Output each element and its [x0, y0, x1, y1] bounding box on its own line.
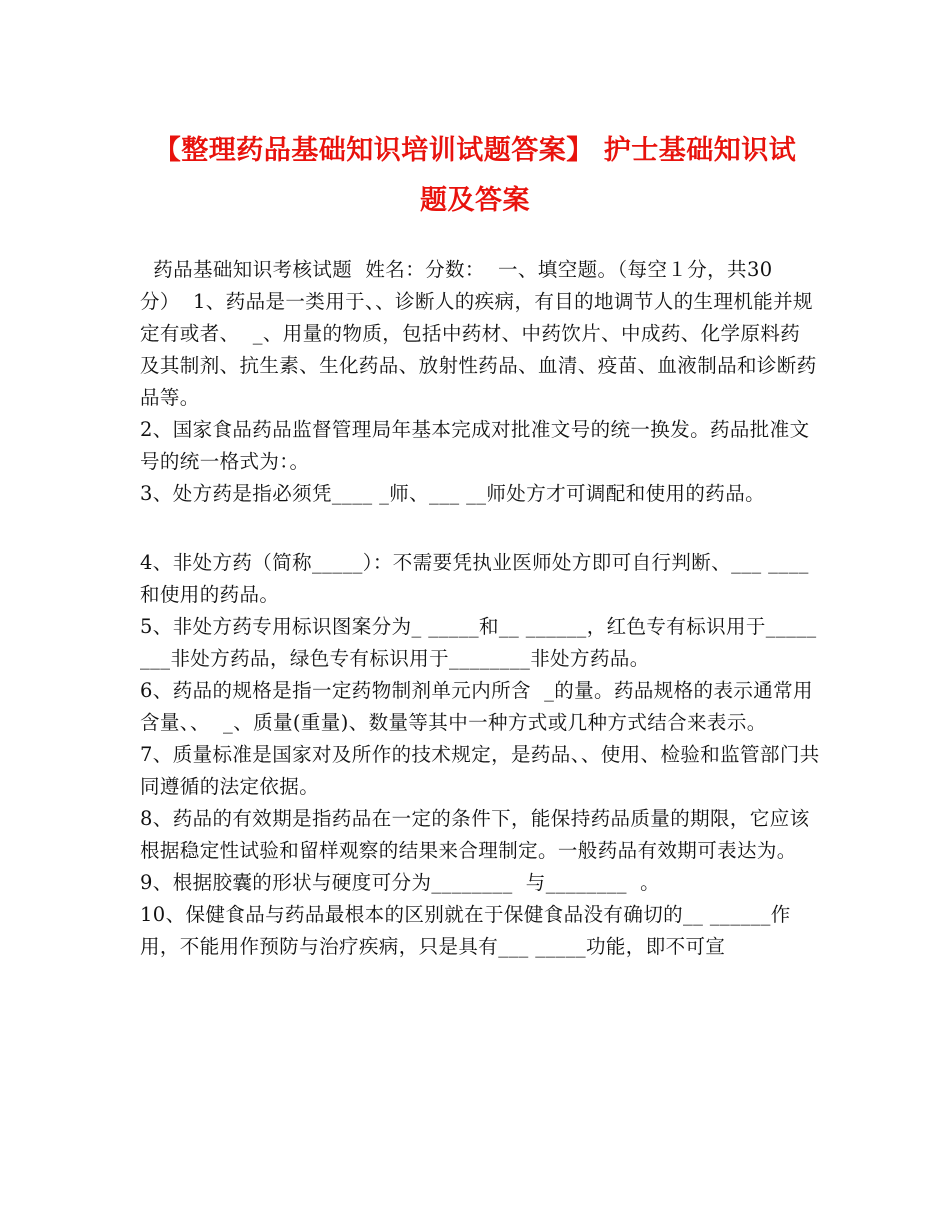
paragraph-q9: 9、根据胶囊的形状与硬度可分为________ 与________ 。 — [140, 871, 661, 894]
paragraph-q10: 10、保健食品与药品最根本的区别就在于保健食品没有确切的__ ______作用，不能用作预防与治疗疾病，只是具有___ _____功能，即不可宣 — [140, 903, 791, 958]
paragraph-q8: 8、药品的有效期是指药品在一定的条件下，能保持药品质量的期限，它应该根据稳定性试验和留样观察的结果来合理制定。一般药品有效期可表达为。 — [140, 807, 810, 862]
paragraph-q3: 3、处方药是指必须凭____ _师、___ __师处方才可调配和使用的药品。 — [140, 482, 766, 505]
paragraph-q7: 7、质量标准是国家对及所作的技术规定，是药品、、使用、检验和监管部门共同遵循的法定依据。 — [140, 743, 820, 798]
paragraph-q2: 2、国家食品药品监督管理局年基本完成对批准文号的统一换发。药品批准文号的统一格式为：。 — [140, 418, 810, 473]
paragraph-q6: 6、药品的规格是指一定药物制剂单元内所含 _的量。药品规格的表示通常用含量、、 _、质量(重量)、数量等其中一种方式或几种方式结合来表示。 — [140, 679, 813, 734]
blank-spacer — [140, 510, 820, 547]
paragraph-q5: 5、非处方药专用标识图案分为_ _____和__ ______，红色专有标识用于________非处方药品，绿色专有标识用于________非处方药品。 — [140, 615, 817, 670]
title-line-2: 题及答案 — [420, 185, 530, 216]
document-title — [140, 126, 810, 226]
paragraph-q4: 4、非处方药（简称_____）：不需要凭执业医师处方即可自行判断、___ ____和使用的药品。 — [140, 551, 809, 606]
title-line-1: 【整理药品基础知识培训试题答案】 护士基础知识试 — [153, 135, 797, 166]
document-body — [140, 254, 820, 963]
paragraph-intro-q1: 药品基础知识考核试题 姓名：分数： 一、填空题。（每空１分，共30分） 1、药品是一类用于、、诊断人的疾病，有目的地调节人的生理机能并规定有或者、 _、用量的物质，包括中药材、中药饮片、中成药、化学原料药及其制剂、抗生素、生化药品、放射性药品、血清、疫苗、血液制品和诊断药品等。 — [140, 258, 817, 409]
